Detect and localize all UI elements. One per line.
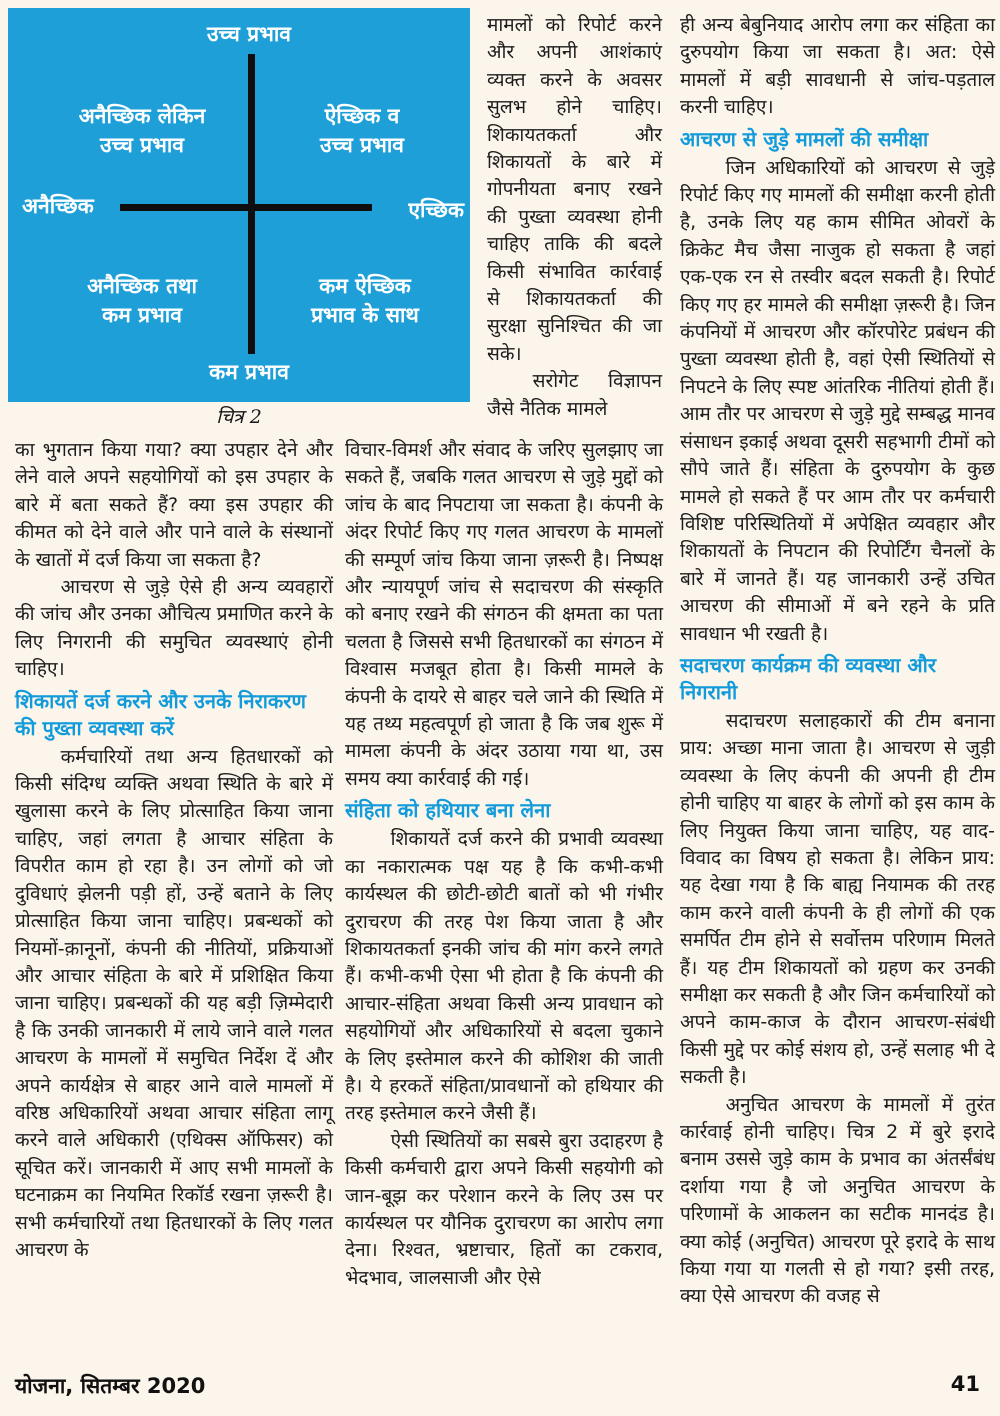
- paragraph: कर्मचारियों तथा अन्य हितधारकों को किसी संदिग्ध व्यक्ति अथवा स्थिति के बारे में खुलासा करने के लिए प्रोत्साहित किया जाना चाहिए, जहां लगता है आचार संहिता के विपरीत काम हो रहा है। उन लोगों को जो दुविधाएं झेलनी पड़ी हों, उन्हें बताने के लिए प्रोत्साहित किया जाना चाहिए। प्रबन्धकों को नियमों-क़ानूनों, कंपनी की नीतियों, प्रक्रियाओं और आचार संहिता के बारे में प्रशिक्षित किया जाना चाहिए। प्रबन्धकों की यह बड़ी ज़िम्मेदारी है कि उनकी जानकारी में लाये जाने वाले गलत आचरण के मामलों में समुचित निर्देश दें और अपने कार्यक्षेत्र से बाहर आने वाले मामलों में वरिष्ठ अधिकारियों अथवा आचार संहिता लागू करने वाले अधिकारी (एथिक्स ऑफिसर) को सूचित करें। जानकारी में आए सभी मामलों के घटनाक्रम का नियमित रिकॉर्ड रखना ज़रूरी है। सभी कर्मचारियों तथा हितधारकों के लिए गलत आचरण के: [15, 745, 333, 1261]
- section-heading: संहिता को हथियार बना लेना: [345, 798, 551, 823]
- paragraph: आचरण से जुड़े ऐसे ही अन्य व्यवहारों की जांच और उनका औचित्य प्रमाणित करने के लिए निगरानी की समुचित व्यवस्थाएं होनी चाहिए।: [15, 576, 333, 681]
- column-3-text: [680, 12, 995, 1311]
- quadrant-label-bottom-left: [36, 272, 248, 330]
- axis-label-involuntary: अनैच्छिक: [22, 194, 94, 218]
- paragraph: सरोगेट विज्ञापन जैसे नैतिक मामले: [487, 370, 662, 420]
- footer-journal-issue: योजना, सितम्बर 2020: [15, 1374, 206, 1398]
- paragraph: अनुचित आचरण के मामलों में तुरंत कार्रवाई होनी चाहिए। चित्र 2 में बुरे इरादे बनाम उससे जुड़े काम के प्रभाव का अंतर्संबंध दर्शाया गया है जो अनुचित आचरण के परिणामों के आकलन का सटीक मानदंड है। क्या कोई (अनुचित) आचरण पूरे इरादे के साथ किया गया या गलती से हो गया? इसी तरह, क्या ऐसे आचरण की वजह से: [680, 1093, 995, 1308]
- quadrant-label-bottom-right-line1: कम ऐच्छिक: [319, 274, 411, 298]
- quadrant-label-top-left-line2: उच्च प्रभाव: [100, 133, 184, 157]
- axis-label-high-impact: उच्च प्रभाव: [207, 22, 291, 46]
- figure-horizontal-axis-line: [120, 204, 372, 211]
- paragraph: का भुगतान किया गया? क्या उपहार देने और लेने वाले अपने सहयोगियों को इस उपहार के बारे में बता सकते हैं? क्या इस उपहार की कीमत को देने वाले और पाने वाले के संस्थानों के खातों में दर्ज किया जा सकता है?: [15, 439, 333, 571]
- column-2-narrow-text: [487, 12, 662, 423]
- paragraph: जिन अधिकारियों को आचरण से जुड़े रिपोर्ट किए गए मामलों की समीक्षा करनी होती है, उनके लिए यह काम सीमित ओवरों के क्रिकेट मैच जैसा नाजुक हो सकता है जहां एक-एक रन से तस्वीर बदल सकती है। रिपोर्ट किए गए हर मामले की समीक्षा ज़रूरी है। जिन कंपनियों में आचरण और कॉरपोरेट प्रबंधन की पुख्ता व्यवस्था होती है, वहां ऐसी स्थितियों से निपटने के लिए स्पष्ट आंतरिक नीतियां होती हैं। आम तौर पर आचरण से जुड़े मुद्दे सम्बद्ध मानव संसाधन इकाई अथवा दूसरी सहभागी टीमों को सौपे जाते हैं। संहिता के दुरुपयोग के कुछ मामले हो सकते हैं पर आम तौर पर कर्मचारी विशिष्ट परिस्थितियों में अपेक्षित व्यवहार और शिकायतों के निपटान की रिपोर्टिंग चैनलों के बारे में जानते हैं। यह जानकारी उन्हें उचित आचरण की सीमाओं में बने रहने के प्रति सावधान भी रखती है।: [680, 156, 995, 645]
- paragraph: ही अन्य बेबुनियाद आरोप लगा कर संहिता का दुरुपयोग किया जा सकता है। अत: ऐसे मामलों में बड़ी सावधानी से जांच-पड़ताल करनी चाहिए।: [680, 14, 995, 119]
- section-heading: आचरण से जुड़े मामलों की समीक्षा: [680, 126, 929, 151]
- paragraph: विचार-विमर्श और संवाद के जरिए सुलझाए जा सकते हैं, जबकि गलत आचरण से जुड़े मुद्दों को जांच के बाद निपटाया जा सकता है। कंपनी के अंदर रिपोर्ट किए गए गलत आचरण के मामलों की सम्पूर्ण जांच किया जाना ज़रूरी है। निष्पक्ष और न्यायपूर्ण जांच से सदाचरण की संस्कृति को बनाए रखने की संगठन की क्षमता का पता चलता है जिससे सभी हितधारकों का संगठन में विश्वास मजबूत होता है। किसी मामले के कंपनी के दायरे से बाहर चले जाने की स्थिति में यह तथ्य महत्वपूर्ण हो जाता है कि जब शुरू में मामला कंपनी के अंदर उठाया गया था, उस समय क्या कार्रवाई की गई।: [345, 439, 663, 790]
- column-1-text: [15, 437, 333, 1264]
- figure-2-quadrant-diagram: [8, 8, 470, 402]
- paragraph: मामलों को रिपोर्ट करने और अपनी आशंकाएं व्यक्त करने के अवसर सुलभ होने चाहिए। शिकायतकर्ता और शिकायतों के बारे में गोपनीयता बनाए रखने की पुख्ता व्यवस्था होनी चाहिए ताकि की बदले किसी संभावित कार्रवाई से शिकायतकर्ता की सुरक्षा सुनिश्चित की जा सके।: [487, 14, 662, 365]
- quadrant-label-top-left-line1: अनैच्छिक लेकिन: [78, 104, 206, 128]
- column-2-text: [345, 437, 663, 1292]
- paragraph: सदाचरण सलाहकारों की टीम बनाना प्राय: अच्छा माना जाता है। आचरण से जुड़ी व्यवस्था के लिए कंपनी की अपनी ही टीम होनी चाहिए या बाहर के लोगों को इस काम के लिए नियुक्त किया जाना चाहिए, यह वाद-विवाद का विषय हो सकता है। लेकिन प्राय: यह देखा गया है कि बाह्य नियामक की तरह काम करने वाली कंपनी के ही लोगों की एक समर्पित टीम होने से सर्वोत्तम परिणाम मिलते हैं। यह टीम शिकायतों को ग्रहण कर उनकी समीक्षा कर सकती है और जिन कर्मचारियों को अपने काम-काज के दौरान आचरण-संबंधी किसी मुद्दे पर कोई संशय हो, उन्हें सलाह भी दे सकती है।: [680, 709, 995, 1089]
- paragraph: शिकायतें दर्ज करने की प्रभावी व्यवस्था का नकारात्मक पक्ष यह है कि कभी-कभी कार्यस्थल की छोटी-छोटी बातों को भी गंभीर दुराचरण की तरह पेश किया जाता है और शिकायतकर्ता इनकी जांच की मांग करने लगते हैं। कभी-कभी ऐसा भी होता है कि कंपनी की आचार-संहिता अथवा किसी अन्य प्रावधान को सहयोगियों और अधिकारियों से बदला चुकाने के लिए इस्तेमाल करने की कोशिश की जाती है। ये हरकतें संहिता/प्रावधानों को हथियार की तरह इस्तेमाल करने जैसी हैं।: [345, 828, 663, 1125]
- quadrant-label-top-right: [266, 102, 458, 160]
- axis-label-low-impact: कम प्रभाव: [209, 360, 289, 384]
- section-heading: सदाचरण कार्यक्रम की व्यवस्था और निगरानी: [680, 652, 937, 704]
- figure-caption: चित्र 2: [216, 406, 262, 428]
- quadrant-label-top-left: [36, 102, 248, 160]
- quadrant-label-top-right-line2: उच्च प्रभाव: [320, 133, 404, 157]
- quadrant-label-bottom-left-line2: कम प्रभाव: [102, 303, 182, 327]
- quadrant-label-bottom-right-line2: प्रभाव के साथ: [311, 303, 419, 327]
- quadrant-label-bottom-left-line1: अनैच्छिक तथा: [87, 274, 197, 298]
- page-footer: [15, 1372, 980, 1400]
- axis-label-voluntary: एच्छिक: [408, 198, 464, 222]
- section-heading: शिकायतें दर्ज करने और उनके निराकरण की पुख्ता व्यवस्था करें: [15, 688, 306, 740]
- quadrant-label-top-right-line1: ऐच्छिक व: [324, 104, 400, 128]
- footer-page-number: 41: [950, 1372, 980, 1396]
- paragraph: ऐसी स्थितियों का सबसे बुरा उदाहरण है किसी कर्मचारी द्वारा अपने किसी सहयोगी को जान-बूझ कर परेशान करने के लिए उस पर कार्यस्थल पर यौनिक दुराचरण का आरोप लगा देना। रिश्वत, भ्रष्टाचार, हितों का टकराव, भेदभाव, जालसाजी और ऐसे: [345, 1129, 663, 1289]
- quadrant-label-bottom-right: [266, 272, 464, 330]
